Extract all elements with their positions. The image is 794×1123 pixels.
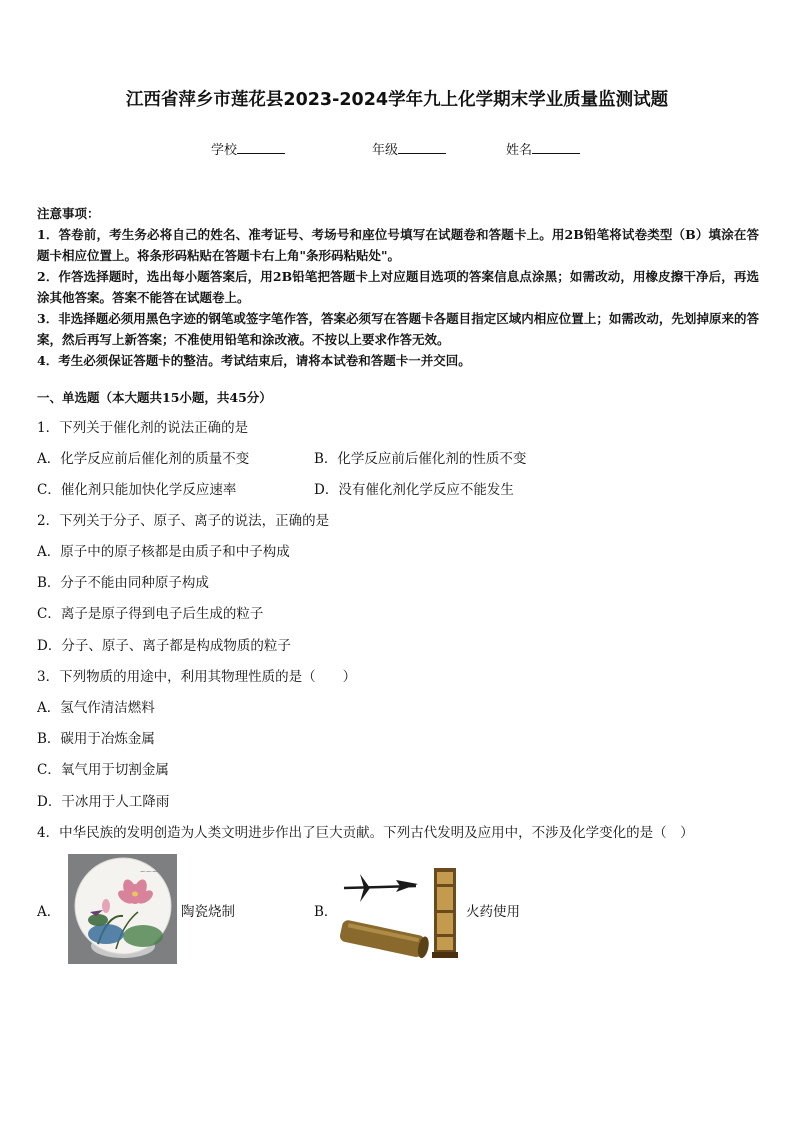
name-label: 姓名 (506, 143, 533, 158)
section-title: 一、单选题（本大题共15小题，共45分） (37, 390, 272, 405)
note-item: 2．作答选择题时，选出每小题答案后，用2B铅笔把答题卡上对应题目选项的答案信息点涂黑；如需改动，用橡皮擦干净后，再选涂其他答案。答案不能答在试题卷上。 (37, 269, 759, 305)
note-item: 1．答卷前，考生务必将自己的姓名、准考证号、考场号和座位号填写在试题卷和答题卡上。用2B铅笔将试卷类型（B）填涂在答题卡相应位置上。将条形码粘贴在答题卡右上角"条形码粘贴处"。 (37, 227, 759, 263)
porcelain-plate-image (68, 854, 177, 964)
question-1-option-c[interactable]: C．催化剂只能加快化学反应速率 (37, 482, 237, 498)
question-2-stem: 2．下列关于分子、原子、离子的说法，正确的是 (37, 513, 330, 529)
exam-notes (37, 203, 759, 371)
school-field (211, 139, 285, 158)
question-3-option-a[interactable]: A．氢气作清洁燃料 (37, 700, 155, 716)
name-field (506, 139, 580, 158)
svg-text:〜〜〜: 〜〜〜 (140, 869, 159, 876)
notes-heading: 注意事项： (37, 206, 100, 221)
question-4-option-b-letter[interactable]: B． (314, 904, 338, 920)
grade-blank[interactable] (398, 140, 446, 154)
question-2-option-c[interactable]: C．离子是原子得到电子后生成的粒子 (37, 606, 264, 622)
page-title: 江西省萍乡市莲花县2023-2024学年九上化学期末学业质量监测试题 (125, 90, 669, 110)
school-blank[interactable] (237, 140, 285, 154)
question-2-option-a[interactable]: A．原子中的原子核都是由质子和中子构成 (37, 544, 290, 560)
question-1-option-a[interactable]: A．化学反应前后催化剂的质量不变 (37, 451, 250, 467)
gunpowder-weapons-image (334, 862, 464, 962)
question-3-option-d[interactable]: D．干冰用于人工降雨 (37, 794, 170, 810)
porcelain-plate-icon (68, 854, 177, 964)
question-1-option-d[interactable]: D．没有催化剂化学反应不能发生 (314, 482, 514, 498)
note-item: 3．非选择题必须用黑色字迹的钢笔或签字笔作答，答案必须写在答题卡各题目指定区域内相应位置上；如需改动，先划掉原来的答案，然后再写上新答案；不准使用铅笔和涂改液。不按以上要求作答无效。 (37, 311, 759, 347)
student-info-fields (0, 139, 794, 159)
grade-field (372, 139, 446, 158)
grade-label: 年级 (372, 143, 399, 158)
question-4-option-a-letter[interactable]: A． (37, 904, 61, 920)
question-3-option-b[interactable]: B．碳用于冶炼金属 (37, 731, 155, 747)
note-item: 4．考生必须保证答题卡的整洁。考试结束后，请将本试卷和答题卡一并交回。 (37, 353, 471, 368)
gunpowder-weapons-icon (334, 862, 464, 962)
question-1-stem: 1．下列关于催化剂的说法正确的是 (37, 420, 249, 436)
school-label: 学校 (211, 143, 238, 158)
question-4-option-b-caption[interactable]: 火药使用 (466, 904, 520, 920)
question-1-option-b[interactable]: B．化学反应前后催化剂的性质不变 (314, 451, 527, 467)
name-blank[interactable] (532, 140, 580, 154)
question-2-option-d[interactable]: D．分子、原子、离子都是构成物质的粒子 (37, 638, 291, 654)
question-4-stem: 4．中华民族的发明创造为人类文明进步作出了巨大贡献。下列古代发明及应用中，不涉及化学变化的是（ ） (37, 825, 694, 841)
question-3-option-c[interactable]: C．氧气用于切割金属 (37, 762, 169, 778)
question-3-stem: 3．下列物质的用途中，利用其物理性质的是（ ） (37, 669, 357, 685)
question-2-option-b[interactable]: B．分子不能由同种原子构成 (37, 575, 209, 591)
question-4-option-a-caption[interactable]: 陶瓷烧制 (181, 904, 235, 920)
